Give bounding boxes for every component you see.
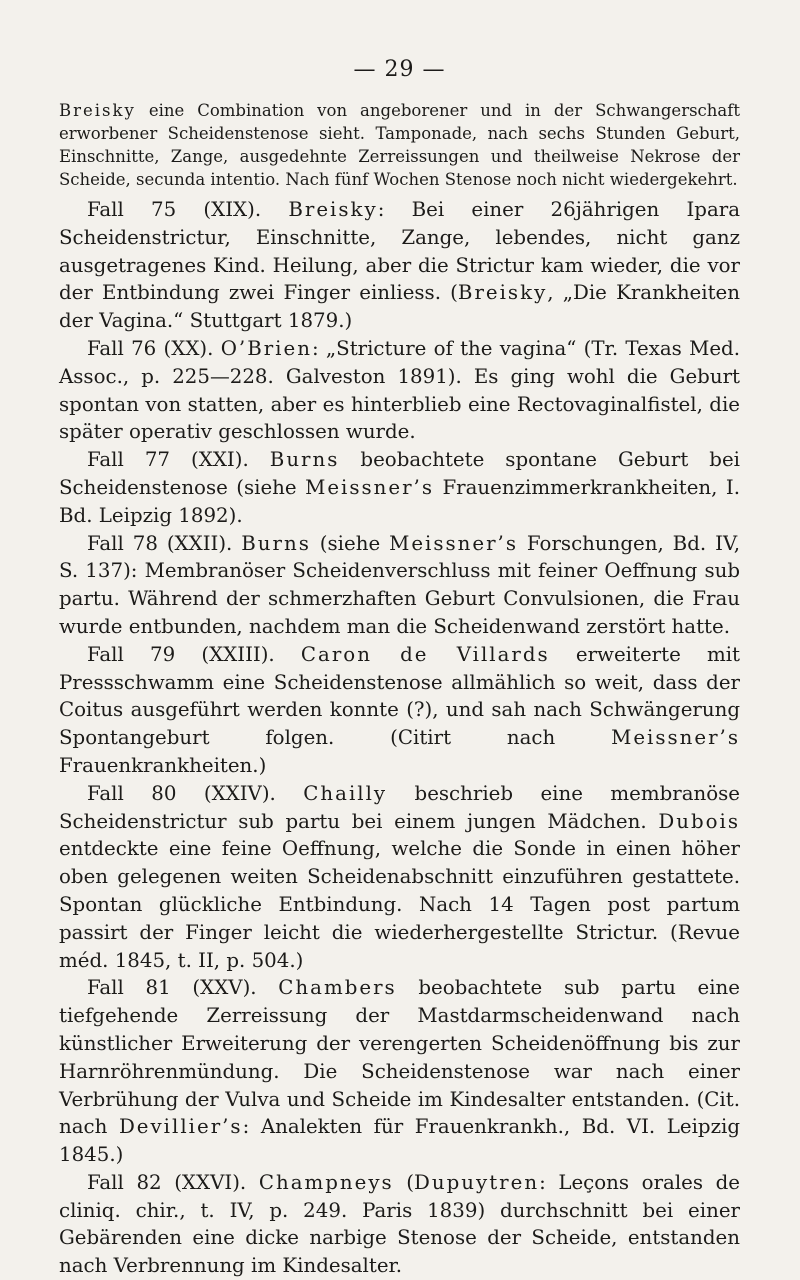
intro-author: Breisky — [59, 101, 136, 120]
case-ref-author: Dubois — [658, 809, 740, 833]
case-author: Champneys — [258, 1170, 394, 1194]
case-ref-author: Breisky — [457, 281, 548, 305]
case-ref-text: Forschungen, Bd. IV, S. 137): Membranöser Scheidenverschluss mit feiner Oeffnung sub partu. Während der schmerzhaften Geburt Convulsionen, die Frau wurde entbunden, nachdem man die Scheidenwand zerstört hatte. — [59, 531, 740, 638]
case-label: Fall 75 (XIX). — [87, 198, 262, 221]
case-author: Caron de Villards — [300, 642, 550, 666]
case-author: Breisky — [288, 198, 378, 221]
case-author: Chailly — [303, 781, 388, 805]
case-ref-text: : Leçons orales de cliniq. chir., t. IV, p. 249. Paris 1839) durchschnitt bei einer Gebärenden eine dicke narbige Stenose der Scheide, entstanden nach Verbrennung im Kindesalter. — [59, 1170, 740, 1278]
case-text: ( — [393, 1170, 415, 1194]
case-text: beobachtete sub partu eine tiefgehende Zerreissung der Mastdarmscheidenwand nach künstlicher Erweiterung der verengerten Scheidenöffnung bis zur Harnröhrenmündung. Die Scheidenstenose war nach einer Verbrühung der Vulva und Scheide im Kindesalter entstanden. (Cit. nach — [59, 976, 740, 1139]
case-author: Burns — [241, 531, 311, 555]
case-ref-author: Meissner’s — [389, 531, 518, 555]
page-number: — 29 — — [353, 57, 446, 82]
case-text: erweiterte mit Pressschwamm eine Scheidenstenose allmählich so weit, dass der Coitus ausgeführt werden konnte (?), und sah nach Schwängerung Spontangeburt folgen. (Citirt nach — [59, 642, 740, 750]
case-label: Fall 81 (XXV). — [87, 976, 257, 1000]
case-text: : „Stricture of the vagina“ (Tr. Texas Med. Assoc., p. 225—228. Galveston 1891). Es ging wohl die Geburt spontan von statten, aber es hinterblieb eine Rectovaginalfistel, die später operativ geschlossen wurde. — [59, 336, 741, 444]
case-label: Fall 76 (XX). — [87, 336, 214, 360]
case-label: Fall 78 (XXII). — [87, 531, 233, 555]
case-80-paragraph — [59, 780, 740, 975]
case-label: Fall 82 (XXVI). — [87, 1170, 247, 1194]
case-ref-author: Devillier’s — [118, 1115, 243, 1139]
case-text: beschrieb eine membranöse Scheidenstrictur sub partu bei einem jungen Mädchen. — [59, 781, 740, 833]
case-label: Fall 77 (XXI). — [87, 448, 249, 472]
case-text: : Bei einer 26jährigen Ipara Scheidenstrictur, Einschnitte, Zange, lebendes, nicht ganz ausgetragenes Kind. Heilung, aber die Strictur kam wieder, die vor der Entbindung zwei Finger einliess. ( — [59, 198, 740, 305]
case-author: O’Brien — [220, 336, 312, 360]
case-77-paragraph — [59, 446, 740, 529]
case-text: beobachtete spontane Geburt bei Scheidenstenose (siehe — [59, 448, 741, 499]
case-76-paragraph — [59, 335, 740, 446]
case-ref-text: , „Die Krankheiten der Vagina.“ Stuttgart 1879.) — [59, 281, 740, 333]
case-79-paragraph — [59, 641, 740, 780]
case-ref-author: Dupuytren — [414, 1170, 540, 1194]
case-label: Fall 79 (XXIII). — [87, 642, 275, 666]
case-81-paragraph — [59, 974, 740, 1169]
case-75-paragraph — [59, 196, 740, 335]
case-ref-text: : Analekten für Frauenkrankh., Bd. VI. Leipzig 1845.) — [59, 1115, 741, 1167]
case-78-paragraph — [59, 530, 740, 641]
case-ref-text: entdeckte eine feine Oeffnung, welche die Sonde in einen höher oben gelegenen weiten Scheidenabschnitt einzuführen gestattete. Spontan glückliche Entbindung. Nach 14 Tagen post partum passirt der Finger leicht die wiederhergestellte Strictur. (Revue méd. 1845, t. II, p. 504.) — [59, 837, 740, 972]
case-ref-author: Meissner’s — [305, 475, 434, 499]
intro-text: eine Combination von angeborener und in der Schwangerschaft erworbener Scheidenstenose sieht. Tamponade, nach sechs Stunden Geburt, Einschnitte, Zange, ausgedehnte Zerreissungen und theilweise Nekrose der Scheide, secunda intentio. Nach fünf Wochen Stenose noch nicht wiedergekehrt. — [59, 101, 740, 189]
case-label: Fall 80 (XXIV). — [87, 781, 276, 805]
case-author: Burns — [269, 448, 340, 472]
case-author: Chambers — [278, 976, 397, 1000]
case-82-paragraph — [59, 1169, 740, 1280]
case-text: (siehe — [310, 531, 390, 555]
case-ref-text: Frauenzimmerkrankheiten, I. Bd. Leipzig 1892). — [59, 475, 740, 527]
case-ref-author: Meissner’s — [611, 726, 740, 750]
intro-paragraph — [59, 99, 740, 191]
case-ref-text: Frauenkrankheiten.) — [59, 753, 267, 777]
